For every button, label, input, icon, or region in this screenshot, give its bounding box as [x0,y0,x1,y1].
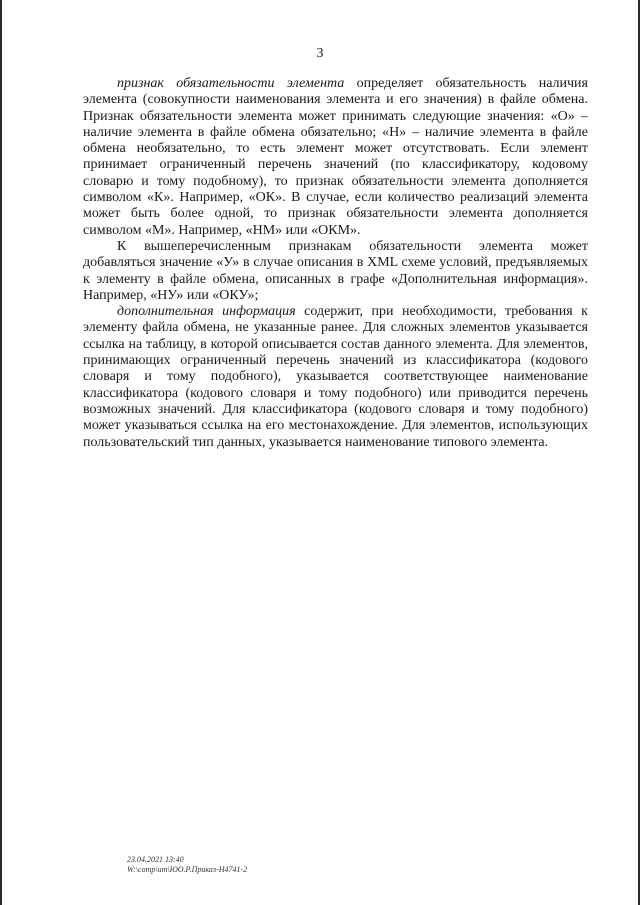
paragraph-text: определяет обязательность наличия элемента (совокупности наименования элемента и его значения) в файле обмена. Признак обязательности элемента может принимать следующие значения: «О» – наличие элемента в файле обмена обязательно; «Н» – наличие элемента в файле обмена необязательно, то есть элемент может отсутствовать. Если элемент принимает ограниченный перечень значений (по классификатору, кодовому словарю и тому подобному), то признак обязательности элемента дополняется символом «К». Например, «ОК». В случае, если количество реализаций элемента может быть более одной, то признак обязательности элемента дополняется символом «М». Например, «НМ» или «ОКМ». [83,76,588,238]
body-text [83,76,588,451]
footer-date: 23.04.2021 13:40 [127,855,184,864]
paragraph-additional-info [83,304,588,451]
paragraph-text: содержит, при необходимости, требования к элементу файла обмена, не указанные ранее. Для сложных элементов указывается ссылка на таблицу, в которой описывается состав данного элемента. Для элементов, принимающих ограниченный перечень значений из классификатора (кодового словаря и тому подобного), указывается соответствующее наименование классификатора (кодового словаря и тому подобного) или приводится перечень возможных значений. Для классификатора (кодового словаря и тому подобного) может указываться ссылка на его местонахождение. Для элементов, использующих пользовательский тип данных, указывается наименование типового элемента. [83,304,588,450]
term-additional-info: дополнительная информация [117,304,296,320]
paragraph-text: К вышеперечисленным признакам обязательности элемента может добавляться значение «У» в случае описания в XML схеме условий, предъявляемых к элементу в файле обмена, описанных в графе «Дополнительная информация». Например, «НУ» или «ОКУ»; [83,238,588,303]
paragraph-mandatory-attribute [83,76,588,239]
print-footer [127,855,247,875]
footer-file-path: W:\comp\um\ЮО.Р.Приказ-Н4741-2 [127,865,248,874]
paragraph-conditional-value [83,239,588,304]
page-number: 3 [316,46,324,61]
term-mandatory-attribute: признак обязательности элемента [117,76,345,91]
